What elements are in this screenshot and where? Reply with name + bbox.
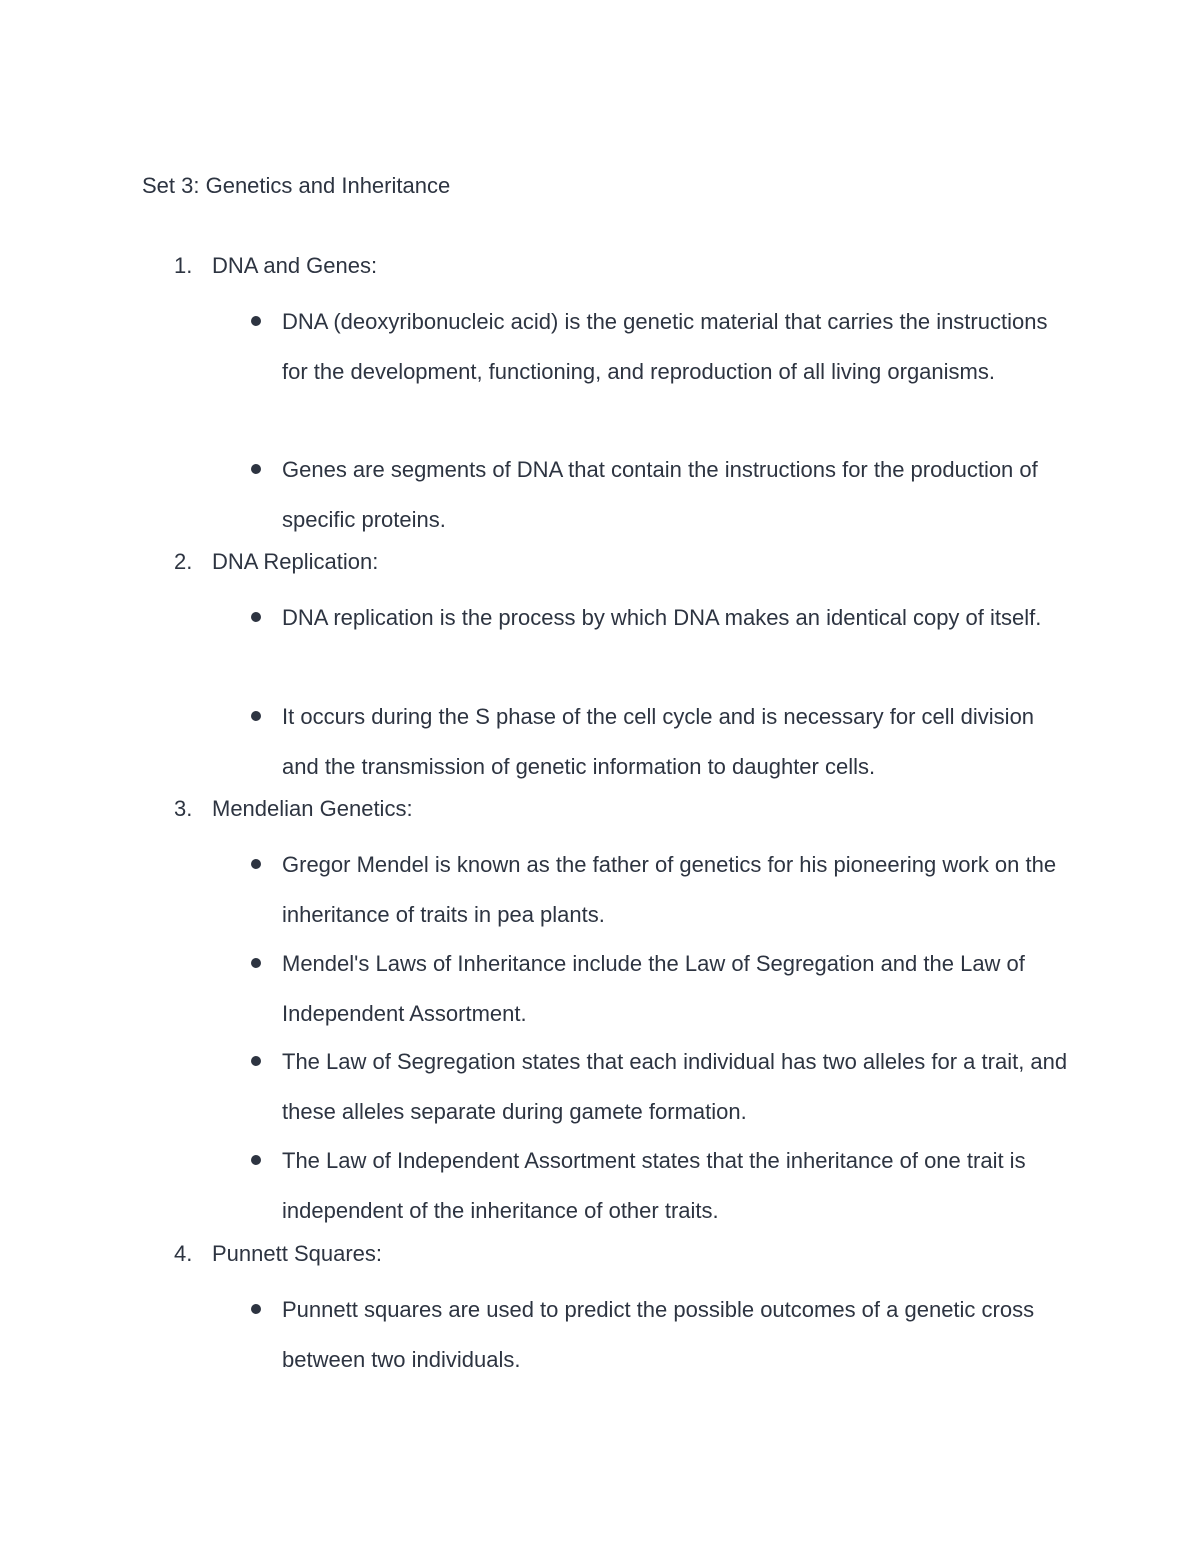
bullet-text: The Law of Segregation states that each individual has two alleles for a trait, and these alleles separate during gamete formation.	[282, 1049, 1068, 1124]
bullet-icon	[251, 316, 261, 326]
bullet-icon	[251, 1155, 261, 1165]
bullet-text: Gregor Mendel is known as the father of genetics for his pioneering work on the inheritance of traits in pea plants.	[282, 852, 1057, 927]
page-title: Set 3: Genetics and Inheritance	[142, 173, 451, 198]
bullet-icon	[251, 1304, 261, 1314]
bullet-text: It occurs during the S phase of the cell cycle and is necessary for cell division and the transmission of genetic information to daughter cells.	[282, 704, 1035, 779]
bullet-text: DNA replication is the process by which DNA makes an identical copy of itself.	[282, 605, 1042, 630]
section-title: Punnett Squares:	[212, 1241, 383, 1266]
bullet-icon	[251, 1056, 261, 1066]
bullet-text: The Law of Independent Assortment states that the inheritance of one trait is independent of the inheritance of other traits.	[282, 1148, 1026, 1223]
bullet-icon	[251, 958, 261, 968]
bullet-icon	[251, 859, 261, 869]
section-title: Mendelian Genetics:	[212, 796, 413, 821]
bullet-text: DNA (deoxyribonucleic acid) is the genetic material that carries the instructions for the development, functioning, and reproduction of all living organisms.	[282, 309, 1048, 384]
section-title: DNA and Genes:	[212, 253, 378, 278]
section-number: 3.	[174, 796, 193, 821]
section-title: DNA Replication:	[212, 549, 379, 574]
bullet-text: Punnett squares are used to predict the possible outcomes of a genetic cross between two individuals.	[282, 1297, 1035, 1372]
bullet-icon	[251, 464, 261, 474]
section-number: 1.	[174, 253, 193, 278]
section-number: 4.	[174, 1241, 193, 1266]
section-number: 2.	[174, 549, 193, 574]
bullet-icon	[251, 612, 261, 622]
bullet-text: Genes are segments of DNA that contain the instructions for the production of specific proteins.	[282, 457, 1038, 532]
bullet-icon	[251, 711, 261, 721]
bullet-text: Mendel's Laws of Inheritance include the Law of Segregation and the Law of Independent Assortment.	[282, 951, 1025, 1026]
